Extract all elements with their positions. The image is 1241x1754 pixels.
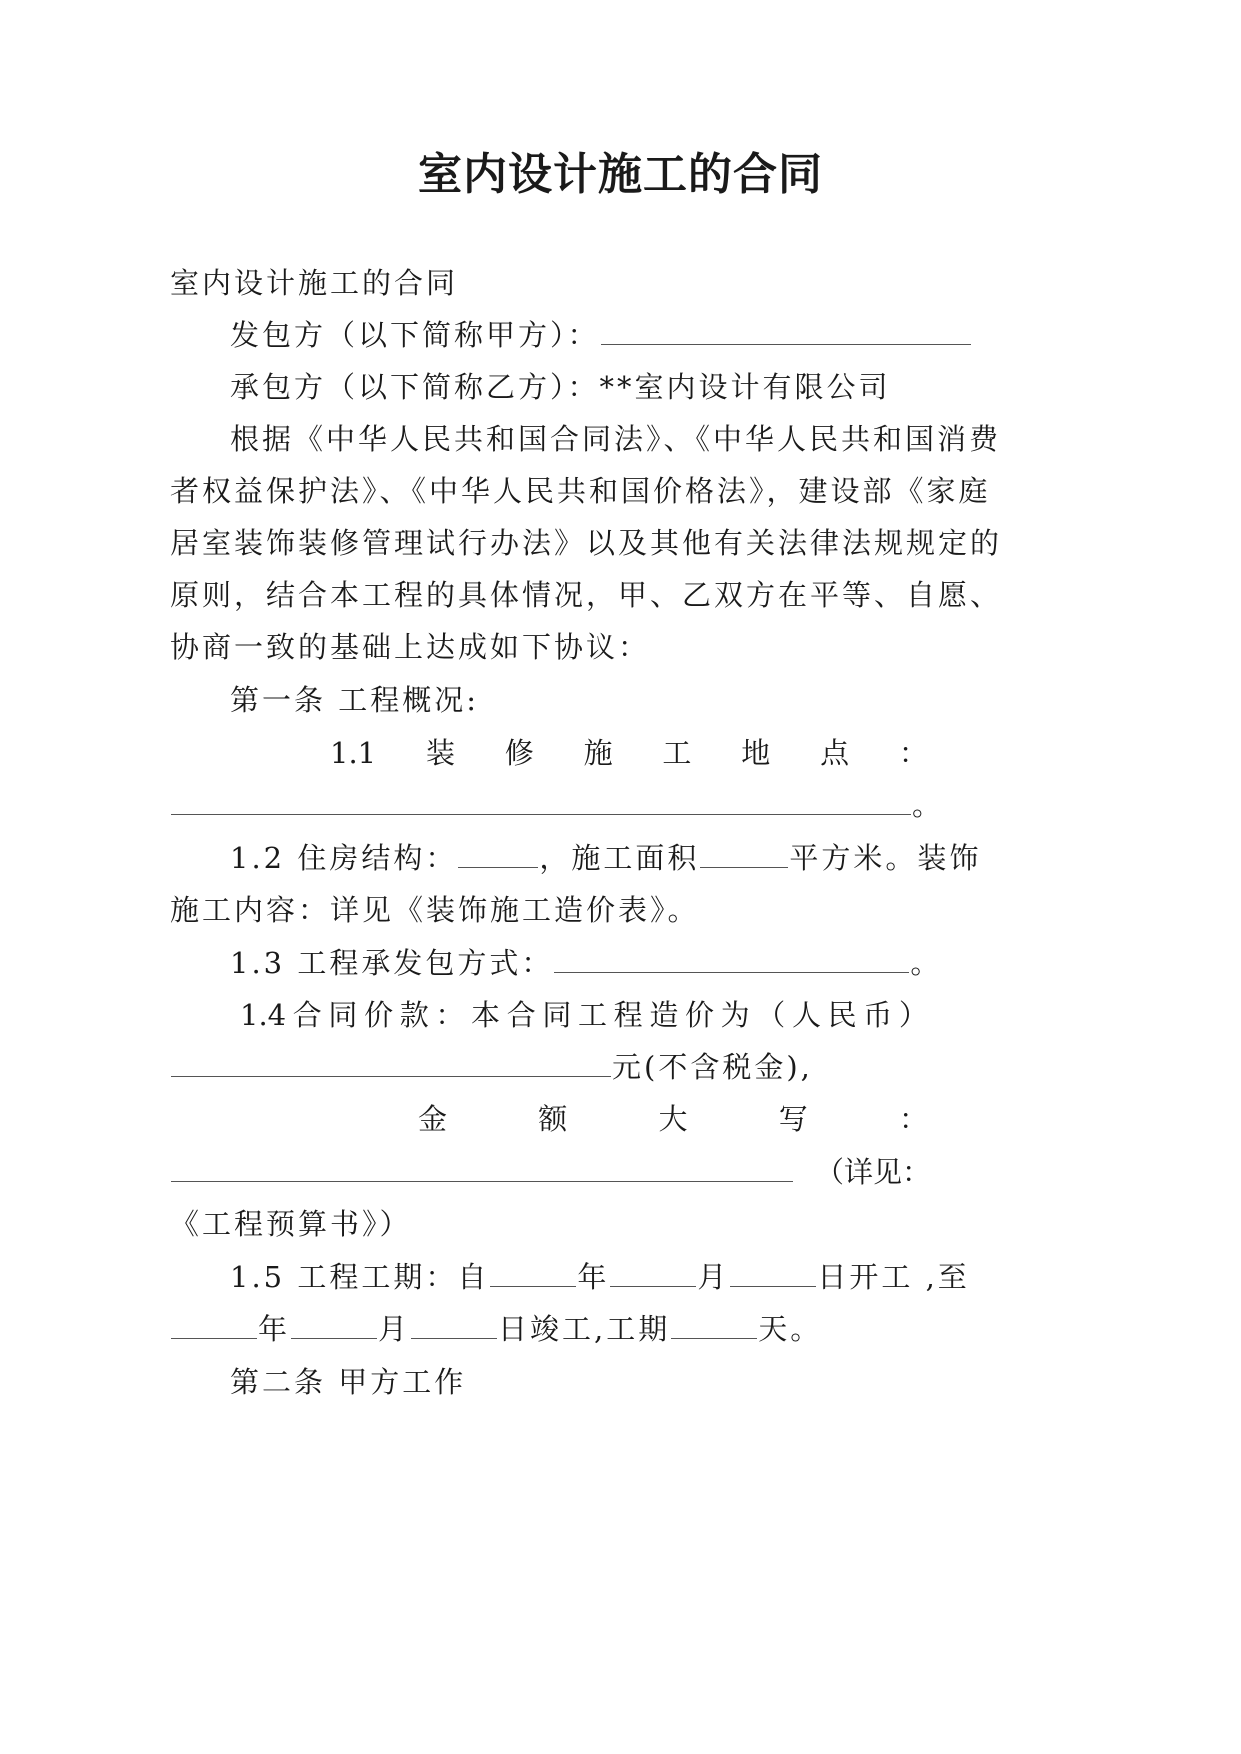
clause-1-2-text: ，施工面积 — [539, 841, 700, 875]
clause-1-4-text: 价 — [684, 998, 714, 1032]
amount-text: 大 — [658, 1102, 688, 1136]
clause-1-1-text: 装 — [425, 736, 455, 770]
address-blank[interactable] — [171, 788, 911, 815]
clause-1-5-end-line — [170, 1309, 822, 1349]
party-a-line — [230, 315, 972, 355]
clause-1-4-text: 款 — [399, 998, 429, 1032]
subtitle: 室内设计施工的合同 — [170, 266, 459, 300]
clause-1-2-text: 平方米。装饰 — [789, 841, 982, 875]
month-label: 月 — [697, 1260, 730, 1294]
clause-1-4-price-line — [170, 1047, 813, 1087]
clause-1-4-text: 价 — [364, 998, 394, 1032]
clause-1-4-text: （ — [756, 998, 786, 1032]
amount-text: 金 — [418, 1102, 448, 1136]
end-day-blank[interactable] — [411, 1312, 497, 1339]
completion-label: 日竣工,工期 — [498, 1312, 671, 1346]
amount-text: 写 — [778, 1102, 808, 1136]
clause-1-4-text: 本 — [471, 998, 501, 1032]
basis-line: 居室装饰装修管理试行办法》以及其他有关法律法规规定的 — [170, 526, 1003, 560]
clause-1-4-text: 合 — [292, 998, 322, 1032]
budget-reference: 《工程预算书》） — [170, 1207, 412, 1241]
clause-1-4-text: 工 — [578, 998, 608, 1032]
see-text: 详 — [844, 1155, 874, 1189]
amount-text: 额 — [538, 1102, 568, 1136]
article-1-heading: 第一条 工程概况: — [230, 683, 479, 717]
start-day-blank[interactable] — [730, 1260, 816, 1287]
clause-1-1-text: 修 — [504, 736, 534, 770]
clause-1-4-text: 造 — [649, 998, 679, 1032]
clause-1-4-text: 合 — [506, 998, 536, 1032]
see-note — [815, 1152, 932, 1192]
clause-1-3-label: 1.3 工程承发包方式： — [230, 946, 554, 980]
start-month-blank[interactable] — [610, 1260, 696, 1287]
clause-1-4-text: 同 — [542, 998, 572, 1032]
clause-1-4-text: 币 — [863, 998, 893, 1032]
clause-1-4 — [240, 995, 928, 1035]
contract-mode-blank[interactable] — [554, 946, 909, 973]
basis-line: 协商一致的基础上达成如下协议： — [170, 630, 651, 664]
clause-1-3 — [230, 943, 942, 983]
amount-in-words-label — [418, 1099, 928, 1139]
clause-1-2-label: 1.2 住房结构： — [230, 841, 458, 875]
clause-1-1-address-line — [170, 785, 944, 825]
clause-1-4-text: ： — [435, 998, 465, 1032]
party-a-label: 发包方（以下简称甲方）： — [230, 318, 600, 352]
party-b-line: 承包方（以下简称乙方）：**室内设计有限公司 — [230, 370, 891, 404]
amount-blank-line — [170, 1152, 794, 1192]
price-unit: 元(不含税金), — [612, 1050, 813, 1084]
end-month-blank[interactable] — [291, 1312, 377, 1339]
see-text: ： — [902, 1155, 932, 1189]
basis-line: 原则，结合本工程的具体情况，甲、乙双方在平等、自愿、 — [170, 578, 1003, 612]
basis-line: 根据《中华人民共和国合同法》、《中华人民共和国消费 — [230, 422, 1002, 456]
clause-1-4-text: 人 — [791, 998, 821, 1032]
start-year-blank[interactable] — [490, 1260, 576, 1287]
clause-1-1-text: 地 — [741, 736, 771, 770]
clause-1-4-text: 同 — [328, 998, 358, 1032]
party-a-blank[interactable] — [601, 318, 971, 345]
clause-1-1-text: 1.1 — [330, 736, 377, 770]
amount-text: ： — [898, 1102, 928, 1136]
article-2-heading: 第二条 甲方工作 — [230, 1365, 467, 1399]
clause-1-4-text: 程 — [613, 998, 643, 1032]
days-label: 天。 — [758, 1312, 823, 1346]
period: 。 — [910, 946, 943, 980]
area-blank[interactable] — [700, 841, 788, 868]
duration-blank[interactable] — [671, 1312, 757, 1339]
clause-1-4-text: 1.4 — [240, 998, 287, 1032]
see-text: 见 — [873, 1155, 903, 1189]
clause-1-1-text: 点 — [820, 736, 850, 770]
clause-1-4-text: 为 — [720, 998, 750, 1032]
clause-1-1-text: 工 — [662, 736, 692, 770]
clause-1-1-text: ： — [898, 736, 928, 770]
document-title: 室内设计施工的合同 — [418, 149, 823, 200]
clause-1-2 — [230, 838, 981, 878]
clause-1-2-content: 施工内容：详见《装饰施工造价表》。 — [170, 893, 700, 927]
year-label: 年 — [258, 1312, 291, 1346]
clause-1-1 — [330, 733, 928, 773]
year-label: 年 — [577, 1260, 610, 1294]
clause-1-5-label: 1.5 工程工期：自 — [230, 1260, 490, 1294]
amount-in-words-blank[interactable] — [171, 1155, 793, 1182]
clause-1-1-text: 施 — [583, 736, 613, 770]
see-text: （ — [815, 1155, 845, 1189]
clause-1-5 — [230, 1257, 970, 1297]
basis-line: 者权益保护法》、《中华人民共和国价格法》，建设部《家庭 — [170, 474, 991, 508]
clause-1-4-text: ） — [898, 998, 928, 1032]
clause-1-4-text: 民 — [827, 998, 857, 1032]
structure-blank[interactable] — [458, 841, 538, 868]
month-label: 月 — [378, 1312, 411, 1346]
period: 。 — [912, 788, 945, 822]
start-label: 日开工 ,至 — [817, 1260, 970, 1294]
price-blank[interactable] — [171, 1050, 611, 1077]
end-year-blank[interactable] — [171, 1312, 257, 1339]
